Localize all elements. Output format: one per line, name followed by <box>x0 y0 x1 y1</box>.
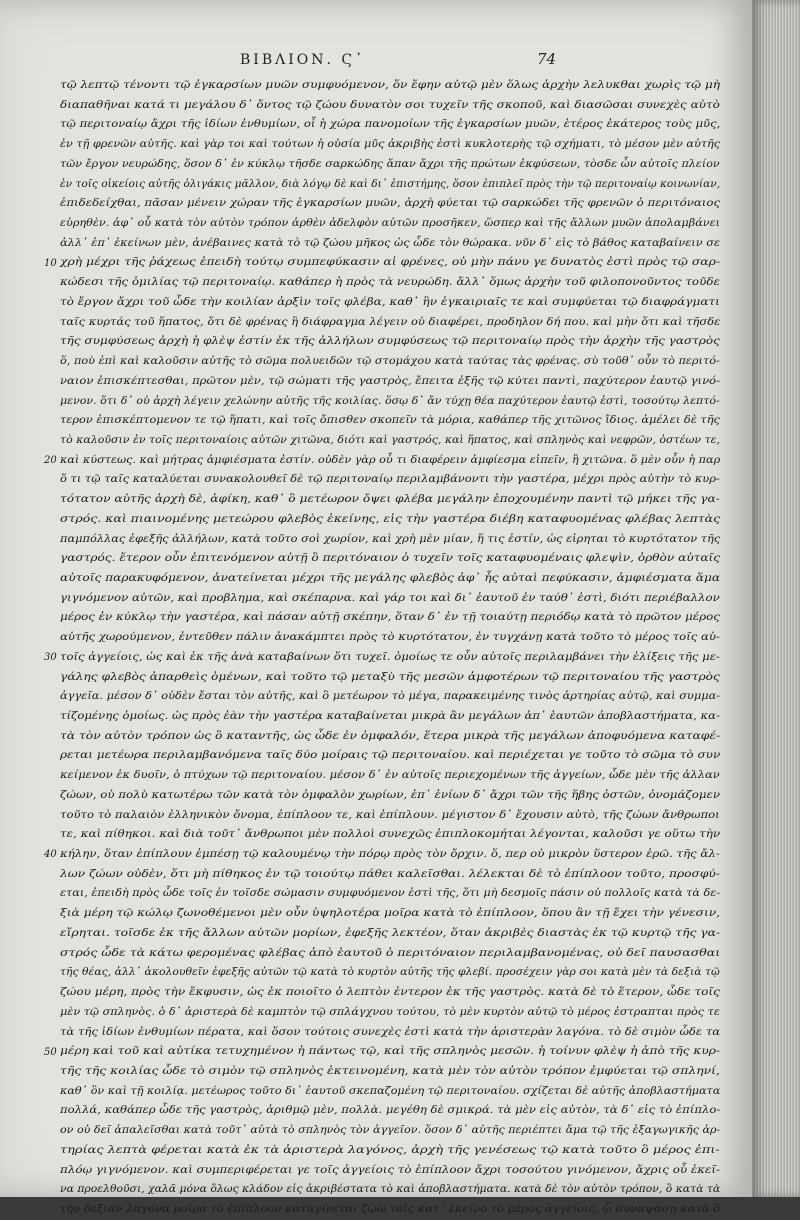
text-line: ἐν τοῖς οἰκείοις αὐτῆς ὀλιγάκις μᾶλλον, διὰ λόγῳ δὲ καὶ δι᾽ ἐπιστήμης, ὅσον ἐπιπλεῖ πρὸς τὴν τῷ περιτοναίῳ κοινωνίαν, <box>60 177 721 190</box>
text-line: κείμενον ἐκ δυοῖν, ὁ πτύχων τῷ περιτοναίου. μέσον δ᾽ ἐν αὐτοῖς περιεχομένων τῆς ἀγγείων, ὧδε μὲν τῆς ἀλλαν <box>60 769 720 782</box>
text-line: μέρη καὶ τοῦ καὶ αὐτίκα τετυχημένον ἡ πάντως τῷ, καὶ τῆς σπληνὸς μεσῶν. ἡ τοίνυν φλὲψ ἡ ἀπὸ τῆς κυρ- <box>60 1045 721 1058</box>
text-line: ὅ, ποὺ ἐπὶ καὶ καλοῦσιν αὐτῆς τὸ σῶμα πολυειδῶν τῷ στομάχου κατὰ ταύτας τὰς φρένας. σὺ τοῦθ᾽ οὖν τὸ περιτό- <box>60 355 720 368</box>
text-line: κώδεσι τῆς ὁμιλίας τῷ περιτοναίῳ. καθάπερ ἡ πρὸς τὰ νευρώδη. ἄλλ᾽ ὅμως ἀρχὴν τοῦ φιλοπονοῦντος τοῦδε <box>60 276 720 289</box>
text-line: στρός. καὶ πιαινομένης μετεώρου φλεβὸς ἐκείνης, εἰς τὴν γαστέρα διέβη καταφυομένας φλέβας λεπτὰς <box>60 512 721 525</box>
text-line: πλόῳ γιγνόμενον. καὶ συμπεριφέρεται γε τοῖς ἀγγείοις τὸ ἐπίπλοον ἄχρι τοσούτου γινόμενον, ἄχρις οὗ ἐκεῖ- <box>60 1163 721 1176</box>
margin-line-number: 40 <box>44 849 57 861</box>
text-line: λων ζώων οὐδὲν, ὅτι μὴ πίθηκος ἐν τῷ τοιούτῳ πάθει καλεῖσθαι. λέλεκται δὲ τὸ ἐπίπλοον τοῦτο, προσφύ- <box>60 867 720 880</box>
text-line: τηρίας λεπτὰ φέρεται κατὰ ἐκ τὰ ἀριστερὰ λαγόνος, ἀρχὴ τῆς γενέσεως τῷ κατὰ τοῦτο ὃ μέρος ἐπι- <box>60 1143 720 1156</box>
text-line: καὶ κύστεως. καὶ μήτρας ἀμφιέσματα ἐστίν. οὐδὲν γὰρ οὖ τι διαφέρειν ἀμφίεσμα εἰπεῖν, ἢ χιτῶνα. ὃ μὲν οὖν ἡ παρ <box>60 453 721 466</box>
text-line: τε, καὶ πίθηκοι. καὶ διὰ τοῦτ᾽ ἄνθρωποι μὲν πολλοὶ συνεχῶς ἐπιπλοκομήται λέγονται, καλοῦσι γε οὕτω τὴν <box>60 828 721 841</box>
text-line: καθ᾽ ὃν καὶ τῇ κοιλίᾳ. μετέωρος τοῦτο δι᾽ ἑαυτοῦ σκεπαζομένη τῷ περιτοναίου. σχίζεται δὲ αὐτῆς ἀποβλαστήματα <box>60 1084 721 1097</box>
text-line: τῆς θέας, ἀλλ᾽ ἀκολουθεῖν ἐφεξῆς αὐτῶν τῷ κατὰ τὸ κυρτὸν αὐτῆς τῆς φλεβί. προσέχειν γὰρ σοι κατὰ μὲν τὰ δεξιὰ τῷ <box>60 966 720 979</box>
text-line: τὴν δεξιὰν λαγόνα μοῖρα τὸ ἐπίπλοον καταγίνεται ζῴω τοῖς κατ᾽ ἐκεῖνο τὸ μέρος ἀγγείοις, ᾧ συναψάσῃ κατὰ ὃ <box>60 1202 721 1215</box>
text-line: αὐτοῖς παρακυφόμενον, ἀνατείνεται μέχρι τῆς μεγάλης φλεβὸς ἀφ᾽ ἧς αὐταὶ πεφύκασιν, ἀμφιέσματα ἅμα <box>60 571 721 584</box>
text-line: τίζομένης ὁμοίως. ὡς πρὸς ἐὰν τὴν γαστέρα καταβαίνεται μικρὰ ἂν μεγάλων ἀπ᾽ ἑαυτῶν ἀποβλαστήματα, κα- <box>60 710 720 722</box>
text-line: ζώου μέρη, πρὸς τὴν ἔκφυσιν, ὡς ἐκ ποιοῖτο ὁ λεπτὸν ἐντερον ἐκ τῆς γαστρὸς. κατὰ δὲ τὸ ἕτερον, ὧδε τοῖς <box>60 986 720 999</box>
text-line: ταῖς κυρτάς τοῦ ἥπατος, ὅτι δὲ φρένας ἢ διάφραγμα λέγειν οὐ διαφέρει, προδηλον δή που. καὶ μὴν ὅτι καὶ τῆσδε <box>60 315 721 328</box>
text-line: ναιον ἐπισκέπτεσθαι, πρῶτον μὲν, τῷ σώματι τῆς γαστρὸς, ἔπειτα ἐξῆς τῷ κύτει παντὶ, παχύτερον ἑαυτῷ γινό- <box>60 374 721 387</box>
text-line: τοῖς ἀγγείοις, ὡς καὶ ἐκ τῆς ἀνὰ καταβαίνων ὅτι τυχεῖ. ὁμοίως τε οὖν αὐτοῖς περιλαμβάνει τὴν ἑλίξεις τῆς με- <box>60 650 720 663</box>
text-line: τὸ καλοῦσιν ἐν τοῖς περιτοναίοις αὐτῶν χιτῶνα, διότι καὶ γαστρός, καὶ ἥπατος, καὶ σπληνὸς καὶ νεφρῶν, ὀστέων τε, <box>60 433 721 446</box>
text-line: ἐν τῇ φρενῶν αὐτῆς. καὶ γὰρ τοι καὶ τούτων ἡ οὐσία μῦς ἀκριβὴς ἐστὶ κυκλοτερὴς τῷ σχήματι, τὸ μέσον μὲν αὐτῆς <box>60 138 721 151</box>
text-line: διαπαθῆναι κατά τι μεγάλου δ᾽ ὄντος τῷ ζώου δυνατὸν σοι τυχεῖν τῆς σκοποῦ, καὶ διασῶσαι συνεχὲς αὐτὸ <box>60 98 720 111</box>
text-line: χρὴ μέχρι τῆς ῥάχεως ἐπειδὴ τούτῳ συμπεφύκασιν αἱ φρένες, οὐ μὴν πάνυ γε δυνατὸς ἐστὶ πρὸς τῷ σαρ- <box>60 256 721 269</box>
text-line: μενον. ὅτι δ᾽ οὐ ἀρχὴ λέγειν χελώνην αὐτῆς τῆς κοιλίας. ὅσῳ δ᾽ ἄν τύχῃ θέα παχύτερον ἑαυτῷ ἐστὶ, τοσούτῳ λεπτό- <box>60 394 720 407</box>
margin-line-number: 10 <box>44 257 57 269</box>
text-line: τότατον αὐτῆς ἀρχὴ δὲ, ἀφίκη, καθ᾽ ὃ μετέωρον ὄψει φλέβα μεγάλην ἐποχουμένην παντὶ τῷ μήκει τῆς γα- <box>60 493 720 506</box>
text-line: ξιὰ μέρη τῷ κώλῳ ζωνοθέμενοι μὲν οὖν ὑψηλοτέρα μοῖρα κατὰ τὸ ἐπίπλοον, ὅπου ἂν τῇ ἔχει τὴν γένεσιν, <box>60 907 721 920</box>
text-line: ἀλλ᾽ ἐπ᾽ ἐκείνων μὲν, ἀνέβαινες κατὰ τὸ τῷ ζώου μῆκος ὡς ὧδε τὸν θώρακα. νῦν δ᾽ εἰς τὸ βάθος καταβαίνειν σε <box>60 236 721 249</box>
text-line: αὐτῆς χωρούμενον, ἐντεῦθεν πάλιν ἀνακάμπτει πρὸς τὸ κυρτότατον, ἐν τυγχάνῃ κατὰ τοῦτο τὸ μέρος τοῖς αὐ- <box>60 631 720 644</box>
text-line: τῷ περιτοναίῳ ἄχρι τῆς ἰδίων ἐνθυμίων, οἷ ἡ χώρα πανομοίων τῆς ἐγκαρσίων μυῶν, ἑτέρος ἐκάτερος τοὺς μῦς, <box>60 118 721 131</box>
greek-text-body <box>60 76 720 1220</box>
margin-line-number: 30 <box>44 652 57 664</box>
text-line: ἐπιδεδείχθαι, πᾶσαν μένειν χώραν τῆς ἐγκαρσίων μυῶν, ἀρχὴ φύεται τῷ σαρκώδει τῆς φρενῶν ὁ περιτόναιος <box>60 197 721 210</box>
text-line: γάλης φλεβὸς ἀπαρθεὶς ὁμένων, καὶ τοῦτο τῷ μεταξὺ τῆς μεσῶν ἀμφοτέρων τῷ περιτοναίου τῆς γαστρὸς <box>60 670 720 683</box>
running-head: ΒΙΒΛΙΟΝ. Ϛ᾽ <box>240 52 366 68</box>
text-line: ἀγγεῖα. μέσον δ᾽ οὐδὲν ἔσται τὸν αὐτῆς, καὶ ὃ μετέωρον τὸ μέγα, παρακειμένης τινὸς ἀρτηρίας αὐτῷ, καὶ συμμα- <box>60 690 721 703</box>
text-line: τῶν ἔργον νευρώδης, ὅσον δ᾽ ἐν κύκλῳ τῆσδε σαρκώδης ἅπαν ἄχρι τῆς πρώτων ἐκφύσεων, τὸσδε ὧν αὐτοῖς πλείον <box>60 157 720 170</box>
margin-line-number: 20 <box>44 454 57 466</box>
text-line: τερον ἐπισκέπτομενον τε τῷ ἥπατι, καὶ τοῖς ὄπισθεν σκοπεῖν τὰ μόρια, καθάπερ τῆς χιτῶνος ἴδιος. ἀμέλει δὲ τῆς <box>60 414 720 427</box>
text-line: εὑρηθὲν. ἀφ᾽ οὗ κατὰ τὸν αὐτὸν τρόπον ἀρθὲν ἀδελφὸν αὐτῶν προσῆκεν, ὥσπερ καὶ τῆς ἄλλων μυῶν ἀπολαμβάνει <box>60 217 721 230</box>
text-line: γιγνόμενον αὐτῶν, καὶ προβλημα, καὶ σκέπαρνα. καὶ γάρ τοι καὶ δι᾽ ἑαυτοῦ ἐν ταύθ᾽ ἐστὶ, διότι περιέβαλλον <box>60 591 720 604</box>
text-line: τὰ τὸν αὐτὸν τρόπον ὡς ὃ καταντῆς, ὡς ὧδε ἐν ὀμφαλόν, ἕτερα μικρὰ τῆς μεγάλων ἀποφυόμενα καταφέ- <box>60 729 721 742</box>
page-number: 74 <box>537 50 557 68</box>
text-line: γαστρός. ἔτερον οὖν ἐπιτενόμενον αὐτῇ ὃ περιτόναιον ὁ τυχεῖν τοῖς καταφυομέναις φλεψὶν, ὀρθὸν αὐταῖς <box>60 552 721 565</box>
text-line: τὰ τῆς ἰδίων ἐνθυμίων πέρατα, καὶ ὅσον τούτοις συνεχὲς ἐστὶ κατὰ τὴν ἀριστερὰν λαγόνα. τὸ δὲ σιμὸν ὧδε τα <box>60 1025 721 1038</box>
text-line: ζώων, οὐ πολὺ κατωτέρω τῶν κατὰ τὸν ὀμφαλὸν χωρίων, ἐπ᾽ ἐνίων δ᾽ ἄχρι τῶν τῆς ἥβης ὀστῶν, ὀνομάζομεν <box>60 788 721 801</box>
text-line: κήλην, ὅταν ἐπίπλουν ἐμπέσῃ τῷ καλουμένῳ τὴν πόρῳ πρὸς τὸν ὄρχιν. ὅ, περ οὐ μικρὸν ὕστερον ἐρῶ. τῆς ἄλ- <box>60 848 720 861</box>
text-line: πολλά, καθάπερ ὧδε τῆς γαστρὸς, ἀριθμῷ μὲν, πολλὰ. μεγέθη δὲ σμικρά. τὰ μὲν εἰς αὐτὸν, τὰ δ᾽ εἰς τὸ ἐπίπλο- <box>60 1104 721 1117</box>
margin-line-number: 50 <box>44 1046 57 1058</box>
text-line: τὸ ἔργον ἄχρι τοῦ ὧδε τὴν κοιλίαν ἀρξὶν τοῖς φλέβα, καθ᾽ ἣν ἐγκαιριαῖς τε καὶ συμφύεται τῷ διαφράγματι <box>60 295 720 308</box>
text-line: τῷ λεπτῷ τένοντι τῷ ἐγκαρσίων μυῶν συμφυόμενον, ὅν ἔφην αὐτῷ μὲν ὅλως ἀρχὴν λελυκθαι χωρὶς τῷ μὴ <box>60 79 720 91</box>
text-line: τῆς τῆς κοιλίας ὧδε τὸ σιμὸν τῷ σπληνὸς ἐκτεινομένη, κατὰ μὲν τὸν αὐτὸν τρόπον ἐμφύεται τῷ σπληνί, <box>60 1064 720 1077</box>
text-line: παμπόλλας ἐφεξῆς ἀλλήλων, κατὰ τοῦτο σοὶ χωρίον, καὶ χρὴ μὲν μίαν, ἥ τις ἐστίν, ὡς εἰρηται τὸ κυρτότατον τῆς <box>60 532 721 545</box>
text-line: εται, ἐπειδὴ πρὸς ὧδε τοῖς ἐν τοῖσδε σώμασιν συμφυόμενον ἐστὶ τῆς, ὅτι μὴ δεσμοῖς πάσιν οὐ πολλοῖς κατὰ τὰ δε- <box>60 887 721 900</box>
text-line: ὅ τι τῷ ταῖς καταλύεται συνακολουθεῖ δὲ τῷ περιτοναίῳ περιλαμβάνοντι τὴν γαστέρα, μέχρι πρὸς αὐτὴν τὸ κυρ- <box>60 473 720 486</box>
page-edges <box>752 0 800 1197</box>
text-line: εἴρηται. τοῖσδε ἐκ τῆς ἄλλων αὐτῶν μορίων, ἐφεξῆς λεκτέον, ὅταν ἀκριβὲς διαστὰς ἐκ τῷ κυρτῷ τῆς γα- <box>60 926 721 939</box>
text-line: τῆς συμφύσεως ἀρχὴ ἡ φλὲψ ἐστίν ἐκ τῆς ἀλλήλων συμφύσεως τῷ περιτοναίῳ πρὸς τὴν ἀρχὴν τῆς γαστρὸς <box>60 335 720 348</box>
text-line: ρεται μετέωρα περιλαμβανόμενα ταῖς δύο μοίραις τῷ περιτοναίου. καὶ περιέχεται γε τοῦτο τὸ σῶμα τὸ συν <box>60 749 721 762</box>
text-line: μὲν τῷ σπληνὸς. ὁ δ᾽ ἀριστερὰ δὲ καμπτὸν τῷ σπλάγχνου τούτου, τὸ μὲν κυρτὸν αὐτῷ τὸ μέρος ἐστραπται πρὸς τε <box>60 1005 720 1018</box>
text-line: να προελθοῦσι, χαλᾶ μόνα ὅλως κλάδον εἰς ἀκριβέστατα τὸ καὶ ἀποβλαστήματα. κατὰ δὲ τὸν αὐτὸν τρόπον, ὃ κατὰ τὰ <box>60 1183 721 1196</box>
text-line: ον οὐ δεῖ ἀπαλεῖσθαι κατὰ τοῦτ᾽ αὐτὰ τὸ σπληνὸς τὸν ἀγγεῖον. ὅσον δ᾽ αὐτῆς περιέπτει ἅμα τῷ τῆς ἐξαγωγικῆς ἀρ- <box>60 1124 721 1137</box>
text-line: μέρος ἐν κύκλῳ τὴν γαστέρα, καὶ πάσαν αὐτῇ σκέπην, ὅταν δ᾽ ἐν τῇ τοιαύτῃ περιόδῳ κατὰ τὸ πρῶτον μέρος <box>60 611 720 624</box>
text-line: τοῦτο τὸ παλαιὸν ἑλληνικὸν ὄνομα, ἐπίπλοον τε, καὶ ἐπίπλουν. μέγιστον δ᾽ ἔχουσιν αὐτὸ, τῆς ζώων ἄνθρωποι <box>60 808 720 821</box>
text-line: στρός ὧδε τὰ κάτω φερομένας φλέβας ἀπὸ ἑαυτοῦ ὁ περιτόναιον περιλαμβανομένας, οὐ δεῖ παυσασθαι <box>60 946 721 959</box>
page-header <box>0 52 752 74</box>
